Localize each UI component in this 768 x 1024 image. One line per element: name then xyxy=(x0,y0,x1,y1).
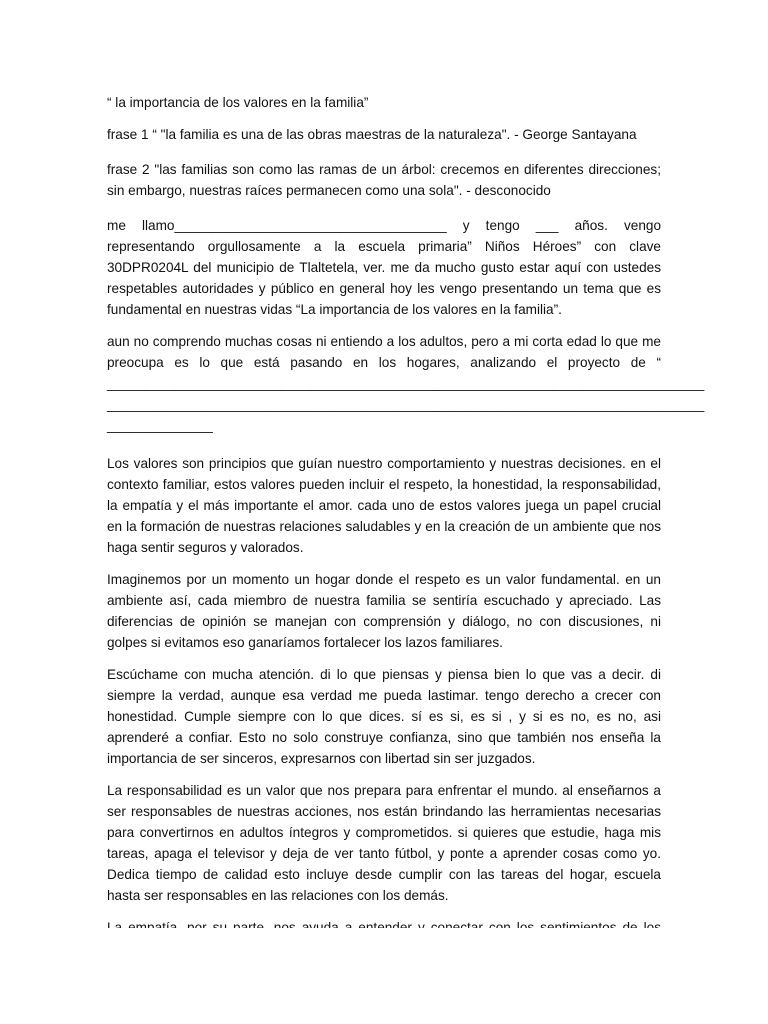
paragraph-honestidad: Escúchame con mucha atención. di lo que piensas y piensa bien lo que vas a decir. di siempre la verdad, aunque esa verdad me pueda lastimar. tengo derecho a crecer con honestidad. Cumple siempre con lo que dices. sí es si, es si , y si es no, es no, asi aprenderé a confiar. Esto no solo construye confianza, sino que también nos enseña la importancia de ser sinceros, expresarnos con libertad sin ser juzgados. xyxy=(107,667,661,766)
paragraph-responsabilidad: La responsabilidad es un valor que nos prepara para enfrentar el mundo. al enseñarnos a ser responsables de nuestras acciones, nos están brindando las herramientas necesarias para convertirnos en adultos íntegros y comprometidos. si quieres que estudie, haga mis tareas, apaga el televisor y deja de ver tanto fútbol, y ponte a aprender cosas como yo. Dedica tiempo de calidad esto incluye desde cumplir con las tareas del hogar, escuela hasta ser responsables en las relaciones con los demás. xyxy=(107,783,661,903)
paragraph-intro: me llamo____________________________________ y tengo ___ años. vengo representando orgullosamente a la escuela primaria” Niños Héroes” con clave 30DPR0204L del municipio de Tlaltetela, ver. me da mucho gusto estar aquí con ustedes respetables autoridades y público en general hoy les vengo presentando un tema que es fundamental en nuestras vidas “La importancia de los valores en la familia”. xyxy=(107,218,661,317)
paragraph-proyecto: aun no comprendo muchas cosas ni entiendo a los adultos, pero a mi corta edad lo que me preocupa es lo que está pasando en los hogares, analizando el proyecto de “ _______________________________________________________________________________ _______________________________________________________________________________ ______________ xyxy=(107,334,705,433)
quote-1: frase 1 “ "la familia es una de las obras maestras de la naturaleza". - George Santayana xyxy=(107,127,637,142)
page-bottom-margin xyxy=(0,928,768,1024)
document-title: “ la importancia de los valores en la familia” xyxy=(107,95,369,110)
paragraph-valores: Los valores son principios que guían nuestro comportamiento y nuestras decisiones. en el contexto familiar, estos valores pueden incluir el respeto, la honestidad, la responsabilidad, la empatía y el más importante el amor. cada uno de estos valores juega un papel crucial en la formación de nuestras relaciones saludables y en la creación de un ambiente que nos haga sentir seguros y valorados. xyxy=(107,456,661,555)
paragraph-respeto: Imaginemos por un momento un hogar donde el respeto es un valor fundamental. en un ambiente así, cada miembro de nuestra familia se sentiría escuchado y apreciado. Las diferencias de opinión se manejan con comprensión y diálogo, no con discusiones, ni golpes si evitamos eso ganaríamos fortalecer los lazos familiares. xyxy=(107,572,661,650)
quote-2: frase 2 "las familias son como las ramas de un árbol: crecemos en diferentes direcciones; sin embargo, nuestras raíces permanecen como una sola". - desconocido xyxy=(107,162,661,198)
